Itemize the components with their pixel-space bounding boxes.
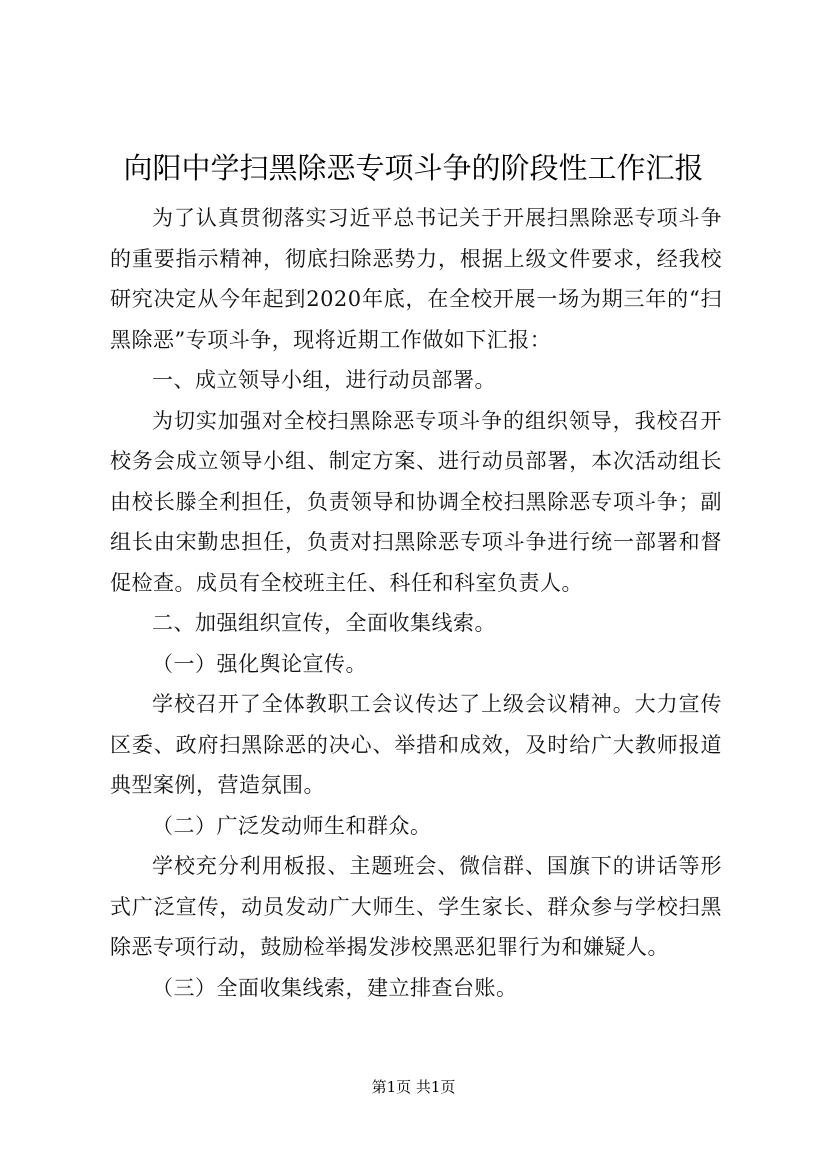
subsection-2-paragraph: 学校充分利用板报、主题班会、微信群、国旗下的讲话等形式广泛宣传，动员发动广大师生、学生家长、群众参与学校扫黑除恶专项行动，鼓励检举揭发涉校黑恶犯罪行为和嫌疑人。 (110, 854, 722, 959)
section-heading-2: 二、加强组织宣传，全面收集线索。 (152, 611, 496, 635)
subsection-1-paragraph: 学校召开了全体教职工会议传达了上级会议精神。大力宣传区委、政府扫黑除恶的决心、举措和成效，及时给广大教师报道典型案例，营造氛围。 (110, 692, 722, 797)
subsection-heading-1: （一）强化舆论宣传。 (152, 651, 367, 676)
subsection-heading-3: （三）全面收集线索，建立排查台账。 (152, 975, 518, 1000)
page-number-footer: 第1页 共1页 (371, 1078, 456, 1096)
document-title: 向阳中学扫黑除恶专项斗争的阶段性工作汇报 (123, 151, 704, 185)
section-1-paragraph: 为切实加强对全校扫黑除恶专项斗争的组织领导，我校召开校务会成立领导小组、制定方案、进行动员部署，本次活动组长由校长滕全利担任，负责领导和协调全校扫黑除恶专项斗争；副组长由宋勤忠担任，负责对扫黑除恶专项斗争进行统一部署和督促检查。成员有全校班主任、科任和科室负责人。 (110, 408, 722, 595)
document-body (110, 198, 722, 1008)
intro-paragraph: 为了认真贯彻落实习近平总书记关于开展扫黑除恶专项斗争的重要指示精神，彻底扫除恶势力，根据上级文件要求，经我校研究决定从今年起到2020年底，在全校开展一场为期三年的“扫黑除恶”专项斗争，现将近期工作做如下汇报： (110, 206, 722, 352)
subsection-heading-2: （二）广泛发动师生和群众。 (152, 813, 432, 838)
section-heading-1: 一、成立领导小组，进行动员部署。 (152, 368, 496, 392)
